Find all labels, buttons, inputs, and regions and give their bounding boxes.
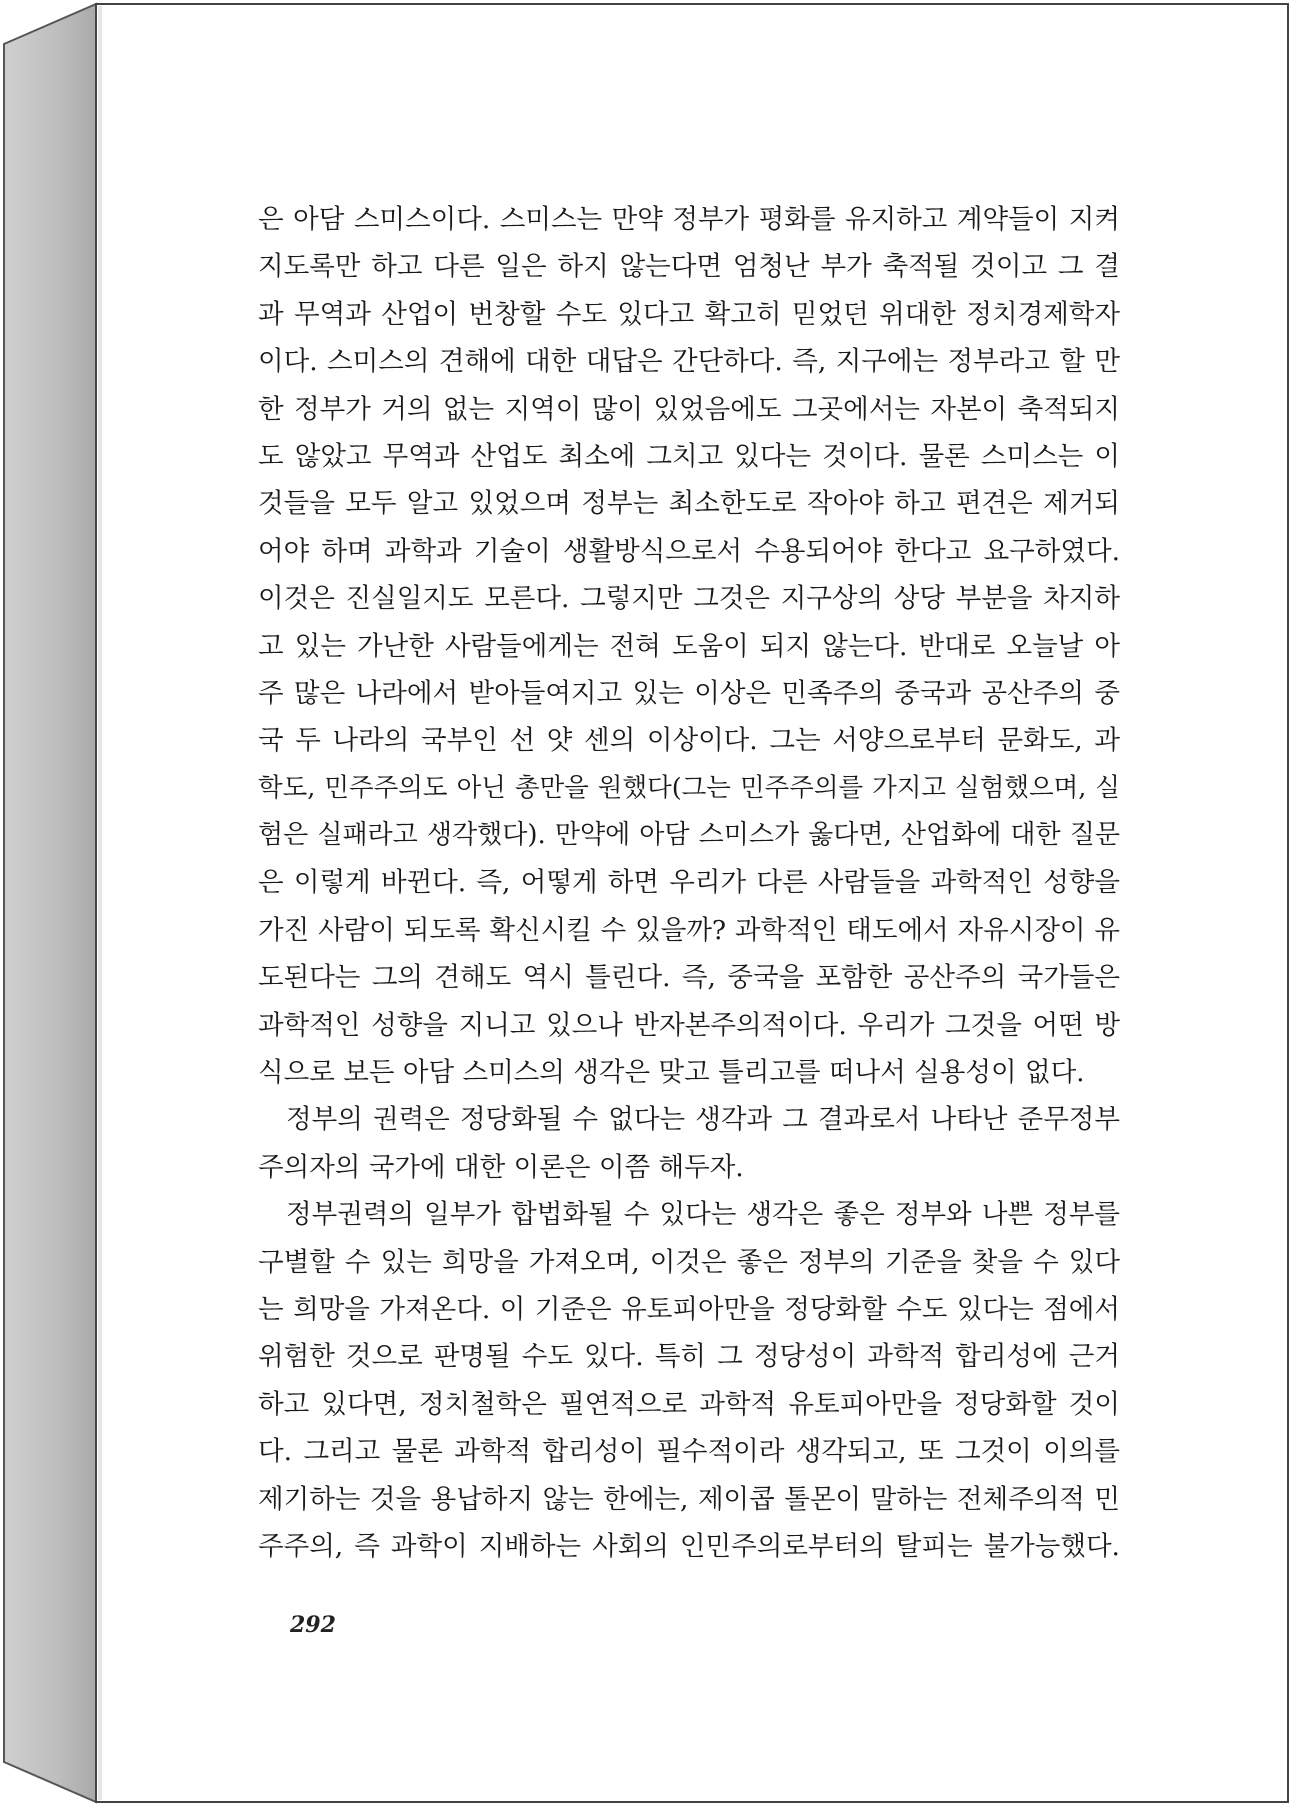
text-line-8: 어야 하며 과학과 기술이 생활방식으로서 수용되어야 한다고 요구하였다.: [258, 535, 1120, 567]
text-line-1: 은 아담 스미스이다. 스미스는 만약 정부가 평화를 유지하고 계약들이 지켜: [258, 204, 1120, 235]
text-line-21: 주의자의 국가에 대한 이론은 이쯤 해두자.: [258, 1151, 744, 1183]
text-line-15: 은 이렇게 바뀐다. 즉, 어떻게 하면 우리가 다른 사람들을 과학적인 성향을: [258, 867, 1120, 899]
text-line-4: 이다. 스미스의 견해에 대한 대답은 간단하다. 즉, 지구에는 정부라고 할 만: [258, 346, 1120, 378]
text-line-2: 지도록만 하고 다른 일은 하지 않는다면 엄청난 부가 축적될 것이고 그 결: [258, 251, 1120, 283]
text-line-11: 주 많은 나라에서 받아들여지고 있는 이상은 민족주의 중국과 공산주의 중: [258, 677, 1120, 709]
text-line-22: 정부권력의 일부가 합법화될 수 있다는 생각은 좋은 정부와 나쁜 정부를: [286, 1199, 1120, 1231]
text-line-14: 험은 실패라고 생각했다). 만약에 아담 스미스가 옳다면, 산업화에 대한 질문: [258, 820, 1120, 851]
text-line-9: 이것은 진실일지도 모른다. 그렇지만 그것은 지구상의 상당 부분을 차지하: [258, 583, 1120, 615]
text-line-17: 도된다는 그의 견해도 역시 틀린다. 즉, 중국을 포함한 공산주의 국가들은: [258, 962, 1120, 994]
body-text: [258, 196, 1120, 1570]
text-line-26: 하고 있다면, 정치철학은 필연적으로 과학적 유토피아만을 정당화할 것이: [258, 1388, 1120, 1420]
book-spine: [4, 4, 96, 1802]
text-line-13: 학도, 민주주의도 아닌 총만을 원했다(그는 민주주의를 가지고 실험했으며, 실: [258, 772, 1120, 803]
text-line-3: 과 무역과 산업이 번창할 수도 있다고 확고히 믿었던 위대한 정치경제학자: [258, 298, 1120, 330]
text-line-19: 식으로 보든 아담 스미스의 생각은 맞고 틀리고를 떠나서 실용성이 없다.: [258, 1057, 1085, 1089]
text-line-16: 가진 사람이 되도록 확신시킬 수 있을까? 과학적인 태도에서 자유시장이 유: [258, 914, 1120, 946]
text-line-29: 주주의, 즉 과학이 지배하는 사회의 인민주의로부터의 탈피는 불가능했다.: [258, 1530, 1120, 1562]
text-line-24: 는 희망을 가져온다. 이 기준은 유토피아만을 정당화할 수도 있다는 점에서: [258, 1293, 1120, 1325]
text-line-12: 국 두 나라의 국부인 선 얏 센의 이상이다. 그는 서양으로부터 문화도, 과: [258, 725, 1120, 757]
text-line-5: 한 정부가 거의 없는 지역이 많이 있었음에도 그곳에서는 자본이 축적되지: [258, 393, 1120, 425]
text-line-23: 구별할 수 있는 희망을 가져오며, 이것은 좋은 정부의 기준을 찾을 수 있다: [258, 1246, 1120, 1278]
text-line-20: 정부의 권력은 정당화될 수 없다는 생각과 그 결과로서 나타난 준무정부: [286, 1104, 1120, 1136]
text-line-28: 제기하는 것을 용납하지 않는 한에는, 제이콥 톨몬이 말하는 전체주의적 민: [258, 1483, 1120, 1515]
text-line-18: 과학적인 성향을 지니고 있으나 반자본주의적이다. 우리가 그것을 어떤 방: [258, 1009, 1120, 1041]
text-line-7: 것들을 모두 알고 있었으며 정부는 최소한도로 작아야 하고 편견은 제거되: [258, 488, 1120, 520]
text-line-27: 다. 그리고 물론 과학적 합리성이 필수적이라 생각되고, 또 그것이 이의를: [258, 1436, 1120, 1468]
page-number: 292: [290, 1612, 336, 1638]
text-line-6: 도 않았고 무역과 산업도 최소에 그치고 있다는 것이다. 물론 스미스는 이: [258, 440, 1120, 472]
text-line-25: 위험한 것으로 판명될 수도 있다. 특히 그 정당성이 과학적 합리성에 근거: [258, 1341, 1120, 1373]
text-line-10: 고 있는 가난한 사람들에게는 전혀 도움이 되지 않는다. 반대로 오늘날 아: [258, 630, 1120, 662]
